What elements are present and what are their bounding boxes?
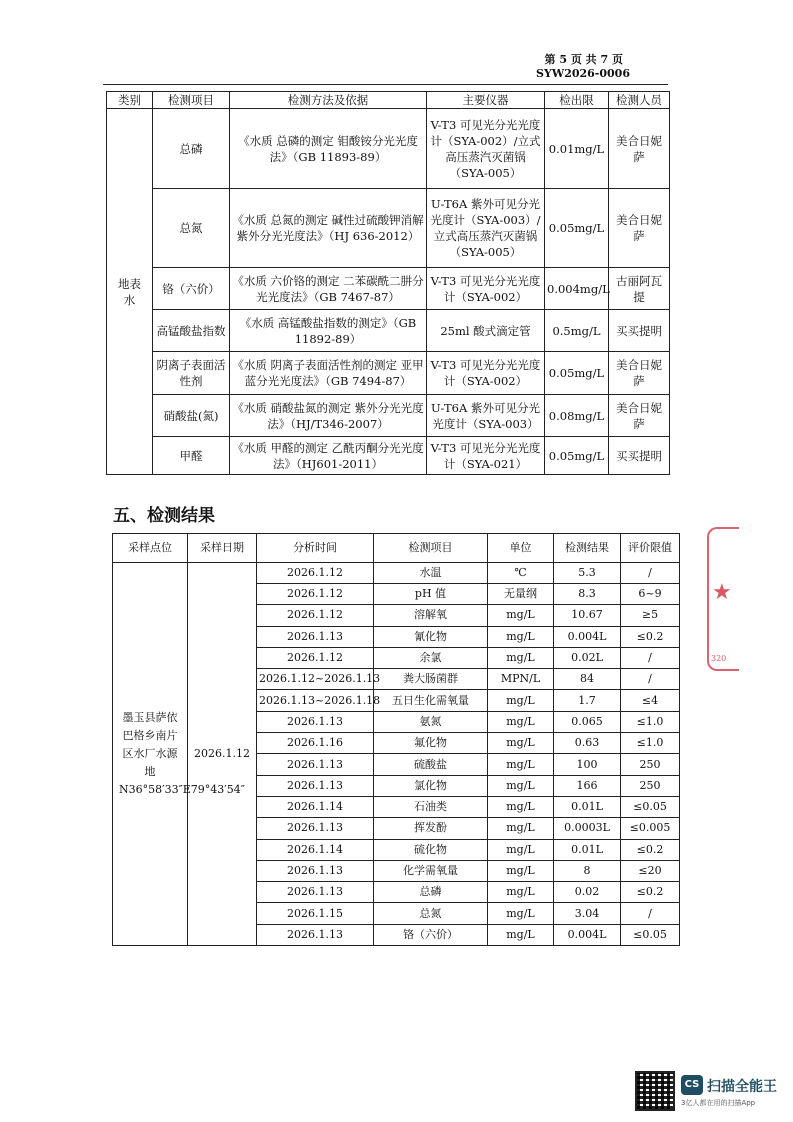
time-cell: 2026.1.13 (257, 775, 374, 796)
limit-cell: / (621, 669, 680, 690)
table-row (107, 395, 670, 437)
item-cell: 石油类 (374, 796, 488, 817)
limit-cell: ≤0.05 (621, 796, 680, 817)
result-cell: 8 (554, 860, 621, 881)
result-cell: 84 (554, 669, 621, 690)
result-cell: 0.63 (554, 733, 621, 754)
limit-cell: 0.05mg/L (545, 189, 609, 268)
unit-cell: mg/L (488, 605, 554, 626)
qr-code (635, 1071, 675, 1111)
time-cell: 2026.1.16 (257, 733, 374, 754)
unit-cell: mg/L (488, 903, 554, 924)
item-cell: pH 值 (374, 584, 488, 605)
result-cell: 1.7 (554, 690, 621, 711)
item-cell: 五日生化需氧量 (374, 690, 488, 711)
instrument-cell: U-T6A 紫外可见分光光度计（SYA-003） (427, 395, 545, 437)
limit-cell: 0.5mg/L (545, 310, 609, 352)
method-cell: 《水质 甲醛的测定 乙酰丙酮分光光度法》（HJ601-2011） (230, 437, 427, 475)
person-cell: 古丽阿瓦提 (609, 268, 670, 310)
instrument-cell: V-T3 可见光分光光度计（SYA-002） (427, 352, 545, 395)
col-header: 采样点位 (113, 534, 188, 563)
page-number: 第 5 页 共 7 页 (544, 53, 623, 66)
item-cell: 余氯 (374, 647, 488, 668)
time-cell: 2026.1.12~2026.1.13 (257, 669, 374, 690)
unit-cell: mg/L (488, 733, 554, 754)
section-title: 五、检测结果 (113, 506, 215, 526)
time-cell: 2026.1.14 (257, 796, 374, 817)
app-tagline: 3亿人都在用的扫描App (681, 1099, 756, 1107)
col-header: 单位 (488, 534, 554, 563)
col-header: 检测项目 (153, 92, 230, 109)
table-row (113, 563, 680, 584)
result-cell: 0.065 (554, 711, 621, 732)
item-cell: 甲醛 (153, 437, 230, 475)
item-cell: 阴离子表面活性剂 (153, 352, 230, 395)
item-cell: 铬（六价） (374, 924, 488, 945)
item-cell: 总磷 (153, 109, 230, 189)
sample-date-cell: 2026.1.12 (188, 563, 257, 946)
limit-cell: 0.05mg/L (545, 352, 609, 395)
col-header: 评价限值 (621, 534, 680, 563)
limit-cell: / (621, 647, 680, 668)
time-cell: 2026.1.13 (257, 924, 374, 945)
time-cell: 2026.1.13 (257, 818, 374, 839)
result-cell: 0.02L (554, 647, 621, 668)
unit-cell: mg/L (488, 754, 554, 775)
limit-cell: ≤0.2 (621, 882, 680, 903)
result-cell: 0.004L (554, 924, 621, 945)
col-header: 检出限 (545, 92, 609, 109)
unit-cell: mg/L (488, 860, 554, 881)
app-name: 扫描全能王 (707, 1079, 777, 1095)
item-cell: 高锰酸盐指数 (153, 310, 230, 352)
item-cell: 氟化物 (374, 733, 488, 754)
unit-cell: 无量纲 (488, 584, 554, 605)
results-table-header (113, 534, 680, 563)
method-cell: 《水质 硝酸盐氮的测定 紫外分光光度法》（HJ/T346-2007） (230, 395, 427, 437)
time-cell: 2026.1.13 (257, 711, 374, 732)
table-row (107, 268, 670, 310)
limit-cell: ≤1.0 (621, 733, 680, 754)
item-cell: 硝酸盐(氮) (153, 395, 230, 437)
unit-cell: ℃ (488, 563, 554, 584)
time-cell: 2026.1.12 (257, 584, 374, 605)
item-cell: 总磷 (374, 882, 488, 903)
method-cell: 《水质 阴离子表面活性剂的测定 亚甲蓝分光光度法》（GB 7494-87） (230, 352, 427, 395)
header-rule (103, 84, 668, 85)
result-cell: 0.02 (554, 882, 621, 903)
table-row (107, 310, 670, 352)
item-cell: 化学需氧量 (374, 860, 488, 881)
site-cell: 墨玉县萨依巴格乡南片区水厂水源地N36°58′33″E79°43′54″ (113, 563, 188, 946)
limit-cell: ≤4 (621, 690, 680, 711)
limit-cell: / (621, 563, 680, 584)
instrument-cell: V-T3 可见光分光光度计（SYA-002）/立式高压蒸汽灭菌锅（SYA-005） (427, 109, 545, 189)
table-row (107, 437, 670, 475)
limit-cell: 0.08mg/L (545, 395, 609, 437)
time-cell: 2026.1.13 (257, 754, 374, 775)
col-header: 检测项目 (374, 534, 488, 563)
limit-cell: ≤0.2 (621, 839, 680, 860)
report-code: SYW2026-0006 (536, 67, 630, 80)
limit-cell: ≤0.005 (621, 818, 680, 839)
col-header: 检测人员 (609, 92, 670, 109)
method-cell: 《水质 高锰酸盐指数的测定》（GB 11892-89） (230, 310, 427, 352)
item-cell: 硫酸盐 (374, 754, 488, 775)
result-cell: 8.3 (554, 584, 621, 605)
item-cell: 总氮 (153, 189, 230, 268)
table-row (107, 352, 670, 395)
result-cell: 5.3 (554, 563, 621, 584)
col-header: 类别 (107, 92, 153, 109)
limit-cell: ≤0.2 (621, 626, 680, 647)
time-cell: 2026.1.12 (257, 563, 374, 584)
camscanner-logo-icon: CS (681, 1075, 703, 1095)
method-cell: 《水质 总氮的测定 碱性过硫酸钾消解紫外分光光度法》（HJ 636-2012） (230, 189, 427, 268)
item-cell: 溶解氧 (374, 605, 488, 626)
instrument-cell: 25ml 酸式滴定管 (427, 310, 545, 352)
limit-cell: ≤20 (621, 860, 680, 881)
unit-cell: MPN/L (488, 669, 554, 690)
item-cell: 氨氮 (374, 711, 488, 732)
item-cell: 粪大肠菌群 (374, 669, 488, 690)
result-cell: 166 (554, 775, 621, 796)
person-cell: 美合日妮萨 (609, 109, 670, 189)
method-table (106, 91, 670, 475)
col-header: 主要仪器 (427, 92, 545, 109)
unit-cell: mg/L (488, 882, 554, 903)
unit-cell: mg/L (488, 690, 554, 711)
method-cell: 《水质 总磷的测定 钼酸铵分光光度法》（GB 11893-89） (230, 109, 427, 189)
star-icon: ★ (712, 580, 732, 605)
unit-cell: mg/L (488, 839, 554, 860)
table-row (107, 109, 670, 189)
person-cell: 美合日妮萨 (609, 352, 670, 395)
col-header: 采样日期 (188, 534, 257, 563)
time-cell: 2026.1.13 (257, 882, 374, 903)
col-header: 检测方法及依据 (230, 92, 427, 109)
results-table (112, 533, 680, 946)
limit-cell: 0.004mg/L (545, 268, 609, 310)
result-cell: 10.67 (554, 605, 621, 626)
limit-cell: 6~9 (621, 584, 680, 605)
limit-cell: ≤1.0 (621, 711, 680, 732)
instrument-cell: V-T3 可见光分光光度计（SYA-021） (427, 437, 545, 475)
col-header: 分析时间 (257, 534, 374, 563)
result-cell: 100 (554, 754, 621, 775)
item-cell: 总氮 (374, 903, 488, 924)
result-cell: 0.01L (554, 796, 621, 817)
person-cell: 买买提明 (609, 437, 670, 475)
time-cell: 2026.1.12 (257, 647, 374, 668)
unit-cell: mg/L (488, 775, 554, 796)
unit-cell: mg/L (488, 626, 554, 647)
time-cell: 2026.1.15 (257, 903, 374, 924)
time-cell: 2026.1.13 (257, 860, 374, 881)
category-cell: 地表水 (107, 109, 153, 475)
instrument-cell: V-T3 可见光分光光度计（SYA-002） (427, 268, 545, 310)
person-cell: 美合日妮萨 (609, 189, 670, 268)
instrument-cell: U-T6A 紫外可见分光光度计（SYA-003）/立式高压蒸汽灭菌锅（SYA-005） (427, 189, 545, 268)
unit-cell: mg/L (488, 647, 554, 668)
unit-cell: mg/L (488, 818, 554, 839)
result-cell: 0.01L (554, 839, 621, 860)
limit-cell: 0.01mg/L (545, 109, 609, 189)
person-cell: 美合日妮萨 (609, 395, 670, 437)
result-cell: 0.004L (554, 626, 621, 647)
unit-cell: mg/L (488, 924, 554, 945)
item-cell: 硫化物 (374, 839, 488, 860)
item-cell: 挥发酚 (374, 818, 488, 839)
time-cell: 2026.1.14 (257, 839, 374, 860)
seal-number: 320 (711, 654, 727, 663)
col-header: 检测结果 (554, 534, 621, 563)
item-cell: 氰化物 (374, 626, 488, 647)
limit-cell: ≤0.05 (621, 924, 680, 945)
item-cell: 氯化物 (374, 775, 488, 796)
time-cell: 2026.1.12 (257, 605, 374, 626)
limit-cell: 250 (621, 754, 680, 775)
table-row (107, 189, 670, 268)
result-cell: 3.04 (554, 903, 621, 924)
item-cell: 水温 (374, 563, 488, 584)
method-table-header (107, 92, 670, 109)
limit-cell: 0.05mg/L (545, 437, 609, 475)
unit-cell: mg/L (488, 796, 554, 817)
method-cell: 《水质 六价铬的测定 二苯碳酰二肼分光光度法》（GB 7467-87） (230, 268, 427, 310)
time-cell: 2026.1.13~2026.1.18 (257, 690, 374, 711)
result-cell: 0.0003L (554, 818, 621, 839)
limit-cell: ≥5 (621, 605, 680, 626)
limit-cell: / (621, 903, 680, 924)
item-cell: 铬（六价） (153, 268, 230, 310)
limit-cell: 250 (621, 775, 680, 796)
time-cell: 2026.1.13 (257, 626, 374, 647)
unit-cell: mg/L (488, 711, 554, 732)
person-cell: 买买提明 (609, 310, 670, 352)
